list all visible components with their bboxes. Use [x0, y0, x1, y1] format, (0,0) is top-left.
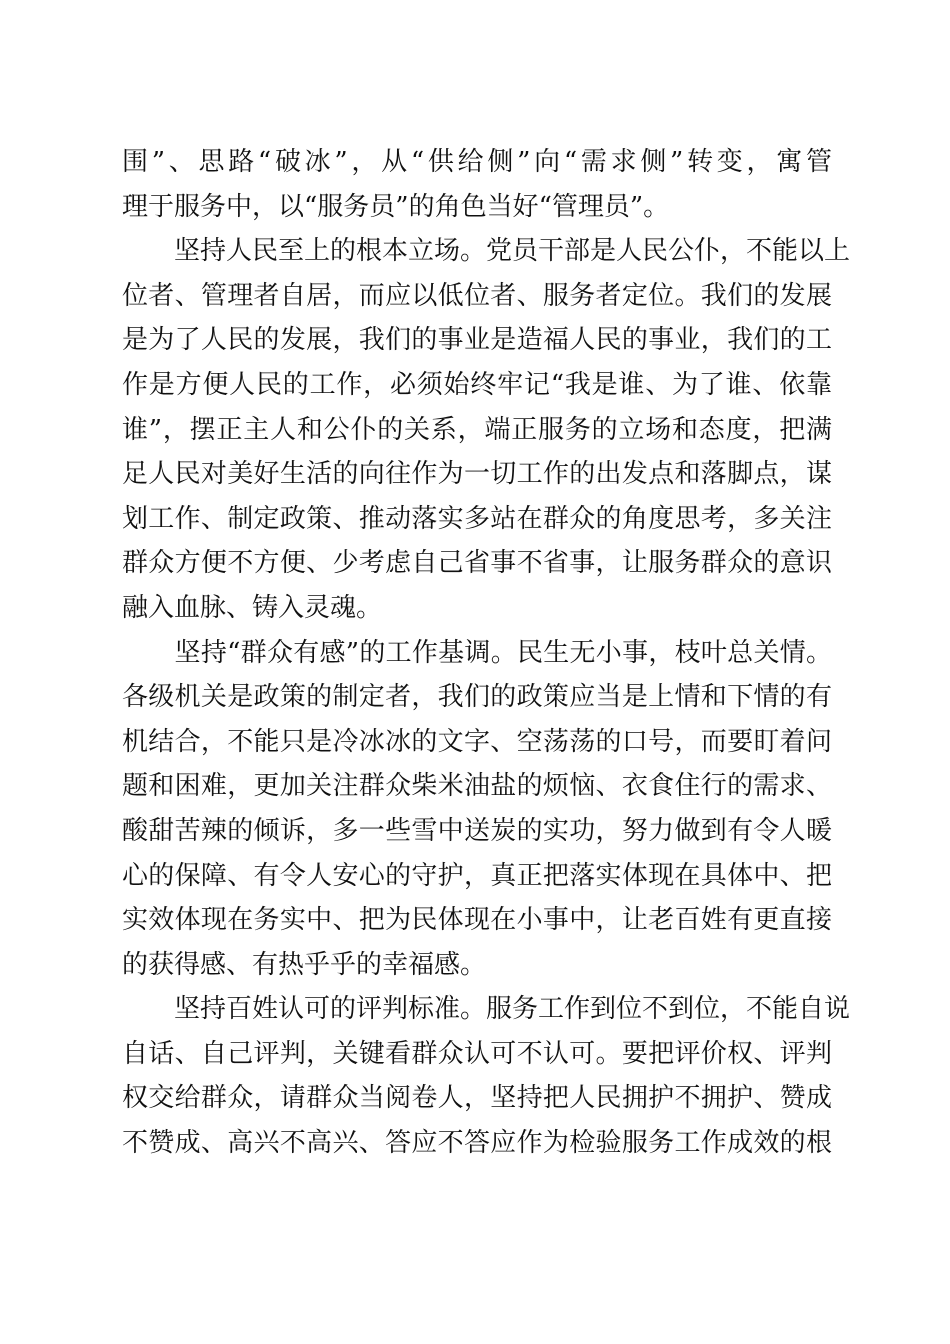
- body-text: [122, 140, 851, 1166]
- text-line: 划工作、制定政策、推动落实多站在群众的角度思考，多关注: [122, 503, 832, 534]
- text-line: 的获得感、有热乎乎的幸福感。: [122, 949, 487, 980]
- text-line: 是为了人民的发展，我们的事业是造福人民的事业，我们的工: [122, 325, 832, 356]
- text-line: 酸甜苦辣的倾诉，多一些雪中送炭的实功，努力做到有令人暖: [122, 815, 832, 846]
- text-line: 各级机关是政策的制定者，我们的政策应当是上情和下情的有: [122, 682, 832, 713]
- text-line: 不赞成、高兴不高兴、答应不答应作为检验服务工作成效的根: [122, 1128, 832, 1159]
- text-line: 群众方便不方便、少考虑自己省事不省事，让服务群众的意识: [122, 548, 832, 579]
- text-line: 位者、管理者自居，而应以低位者、服务者定位。我们的发展: [122, 280, 832, 311]
- text-line: 融入血脉、铸入灵魂。: [122, 592, 383, 623]
- text-line: 作是方便人民的工作，必须始终牢记“我是谁、为了谁、依靠: [122, 369, 832, 400]
- text-line: 谁”，摆正主人和公仆的关系，端正服务的立场和态度，把满: [122, 414, 832, 445]
- text-line: 实效体现在务实中、把为民体现在小事中，让老百姓有更直接: [122, 905, 832, 936]
- text-line: 心的保障、有令人安心的守护，真正把落实体现在具体中、把: [122, 860, 832, 891]
- text-line: 题和困难，更加关注群众柴米油盐的烦恼、衣食住行的需求、: [122, 771, 832, 802]
- text-line: 坚持人民至上的根本立场。党员干部是人民公仆，不能以上: [122, 236, 851, 267]
- text-line: 足人民对美好生活的向往作为一切工作的出发点和落脚点，谋: [122, 459, 832, 490]
- text-line: 坚持百姓认可的评判标准。服务工作到位不到位，不能自说: [122, 994, 851, 1025]
- text-line: 机结合，不能只是冷冰冰的文字、空荡荡的口号，而要盯着问: [122, 726, 832, 757]
- text-line: 围”、思路“破冰”，从“供给侧”向“需求侧”转变，寓管: [122, 147, 832, 177]
- text-line: 坚持“群众有感”的工作基调。民生无小事，枝叶总关情。: [122, 637, 832, 668]
- text-line: 理于服务中，以“服务员”的角色当好“管理员”。: [122, 191, 670, 222]
- text-line: 权交给群众，请群众当阅卷人，坚持把人民拥护不拥护、赞成: [122, 1083, 832, 1114]
- text-line: 自话、自己评判，关键看群众认可不认可。要把评价权、评判: [122, 1038, 832, 1069]
